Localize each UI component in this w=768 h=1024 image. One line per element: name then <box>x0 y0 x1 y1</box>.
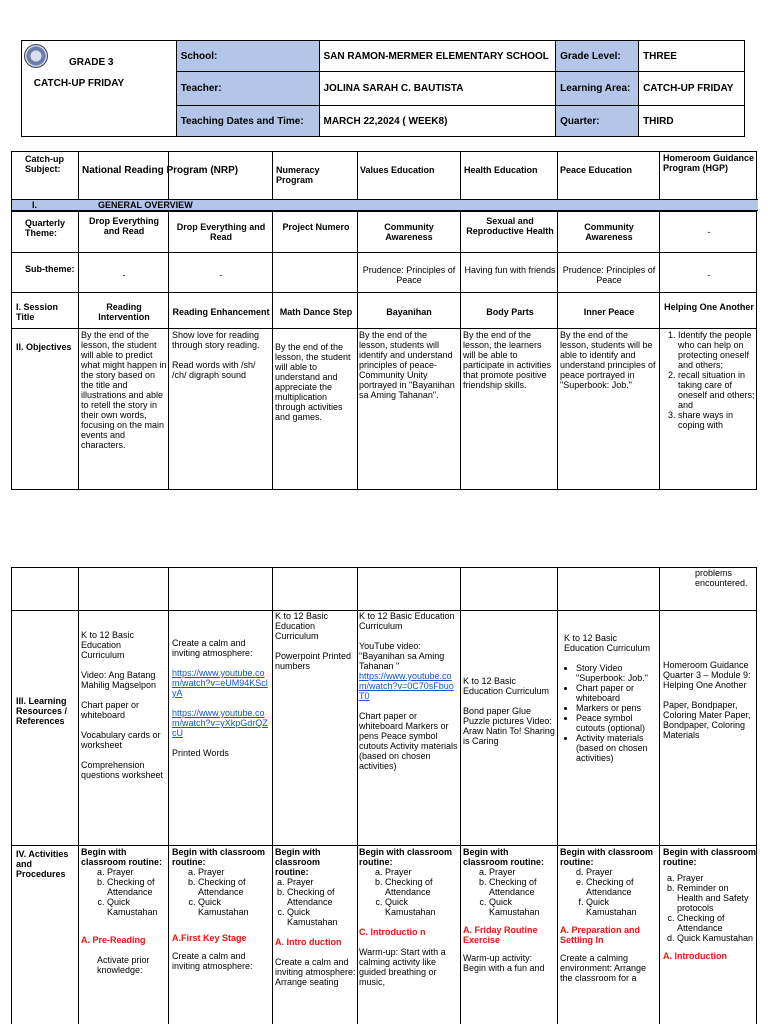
nrp1-quick: c. Quick Kamustahan <box>107 897 167 917</box>
resources-hgp <box>663 660 757 740</box>
theme-values: Community Awareness <box>384 222 434 242</box>
subtheme-health: Having fun with friends <box>464 265 556 275</box>
hgp-prayer: a. Prayer <box>677 873 757 883</box>
values-header: Values Education <box>360 165 435 175</box>
grade-label: GRADE 3 <box>69 57 114 68</box>
hgp-res-module: Homeroom Guidance Quarter 3 – Module 9: Helping One Another <box>663 660 751 690</box>
num-introduction: A. Intro duction <box>275 937 342 947</box>
health-checking: b. Checking of Attendance <box>489 877 556 897</box>
deped-seal-icon <box>24 44 48 68</box>
peace-res-chart: • Chart paper or whiteboard <box>576 683 658 703</box>
activities-label: IV. Activities and Procedures <box>16 849 69 879</box>
hgp-header: Homeroom Guidance Program (HGP) <box>663 153 755 173</box>
values-res-materials: Chart paper or whiteboard Markers or pens Peace symbol cutouts Activity materials (based on chosen activities) <box>359 711 458 771</box>
hgp-checking: c. Checking of Attendance <box>677 913 757 933</box>
values-checking: b. Checking of Attendance <box>385 877 458 897</box>
resources-label: III. Learning Resources / References <box>16 696 68 726</box>
peace-quick: f. Quick Kamustahan <box>586 897 658 917</box>
session-peace: Inner Peace <box>583 307 635 317</box>
hgp-objective-3: 3. share ways in coping with <box>678 410 756 430</box>
peace-header: Peace Education <box>560 165 633 175</box>
subtheme-nrp2: - <box>219 270 223 280</box>
plan-table-bottom <box>11 567 757 1024</box>
subtheme-values: Prudence: Principles of Peace <box>362 265 456 285</box>
nrp2-checking: b. Checking of Attendance <box>198 877 270 897</box>
peace-res-cutouts: • Peace symbol cutouts (optional) <box>576 713 658 733</box>
resources-values <box>359 611 458 771</box>
peace-preparation: A. Preparation and Settling In <box>560 925 641 945</box>
theme-nrp1: Drop Everything and Read <box>88 216 159 236</box>
nrp1-routine: Begin with classroom routine: <box>81 847 163 867</box>
quarterly-theme-label: Quarterly Theme: <box>25 218 66 238</box>
activities-values <box>359 847 458 1024</box>
activities-nrp1 <box>81 847 167 1024</box>
objective-nrp2-line2: Read words with /sh/ /ch/ digraph sound <box>172 360 256 380</box>
objective-nrp2 <box>172 330 270 488</box>
peace-res-curriculum: K to 12 Basic Education Curriculum <box>564 633 651 653</box>
theme-numeracy: Project Numero <box>282 222 350 232</box>
nrp2-routine: Begin with classroom routine: <box>172 847 266 867</box>
nrp-header: National Reading Program (NRP) <box>82 165 239 176</box>
nrp1-res-chart: Chart paper or whiteboard <box>81 700 140 720</box>
nrp1-res-vocab: Vocabulary cards or worksheet <box>81 730 161 750</box>
school-value: SAN RAMON-MERMER ELEMENTARY SCHOOL <box>319 41 556 72</box>
grade-level-label: Grade Level: <box>556 41 639 72</box>
objective-health: By the end of the lesson, the learners will be able to participate in activities that promote positive friendship skills. <box>463 330 552 390</box>
nrp1-res-comprehension: Comprehension questions worksheet <box>81 760 164 780</box>
objective-peace: By the end of the lesson, students will be able to identify and understand principles of peace portrayed in "Superbook: Job." <box>560 330 656 390</box>
num-checking: b. Checking of Attendance <box>287 887 356 907</box>
resources-numeracy <box>275 611 356 671</box>
objective-nrp1: By the end of the lesson, the student will able to predict what might happen in the story based on the title and illustrations and able to retell the story in their own words, focusing on the main events and characters. <box>81 330 167 450</box>
nrp2-atmosphere: Create a calm and inviting atmosphere: <box>172 951 253 971</box>
activities-health <box>463 847 556 1024</box>
activities-hgp <box>663 847 757 1024</box>
theme-nrp2: Drop Everything and Read <box>176 222 266 242</box>
objective-nrp2-line1: Show love for reading through story reading. <box>172 330 260 350</box>
values-res-video: YouTube video: "Bayanihan sa Aming Tahanan " <box>359 641 445 671</box>
health-warmup: Warm-up activity: Begin with a fun and <box>463 953 545 973</box>
learning-area-label: Learning Area: <box>556 72 639 106</box>
nrp2-first-key-stage: A.First Key Stage <box>172 933 247 943</box>
header-table <box>21 40 745 137</box>
resources-nrp2 <box>172 638 270 758</box>
nrp1-res-video: Video: Ang Batang Mahilig Magselpon <box>81 670 157 690</box>
subtheme-nrp1: - <box>122 270 126 280</box>
num-res-materials: Powerpoint Printed numbers <box>275 651 352 671</box>
health-res-curriculum: K to 12 Basic Education Curriculum <box>463 676 550 696</box>
nrp2-video-link-2[interactable]: https://www.youtube.com/watch?v=yXkpGdrQZcU <box>172 708 268 738</box>
teacher-value: JOLINA SARAH C. BAUTISTA <box>319 72 556 106</box>
subtheme-hgp: - <box>707 270 711 280</box>
nrp2-video-link-1[interactable]: https://www.youtube.com/watch?v=eUM94KSclyA <box>172 668 268 698</box>
teacher-label: Teacher: <box>176 72 319 106</box>
peace-res-markers: • Markers or pens <box>576 703 658 713</box>
quarter-label: Quarter: <box>556 106 639 137</box>
nrp2-res-printed: Printed Words <box>172 748 229 758</box>
theme-hgp: - <box>707 227 711 237</box>
nrp1-prayer: a. Prayer <box>107 867 167 877</box>
nrp2-quick: c. Quick Kamustahan <box>198 897 270 917</box>
nrp2-res-curriculum: Create a calm and inviting atmosphere: <box>172 638 253 658</box>
hgp-objective-1: 1. Identify the people who can help on protecting oneself and others; <box>678 330 756 370</box>
health-res-materials: Bond paper Glue Puzzle pictures Video: Araw Natin To! Sharing is Caring <box>463 706 555 746</box>
num-quick: c. Quick Kamustahan <box>287 907 356 927</box>
peace-checking: e. Checking of Attendance <box>586 877 658 897</box>
objective-hgp <box>662 330 756 490</box>
values-prayer: a. Prayer <box>385 867 458 877</box>
session-nrp1: Reading Intervention <box>98 302 150 322</box>
section-title: GENERAL OVERVIEW <box>98 200 193 210</box>
nrp1-activate: Activate prior knowledge: <box>97 955 150 975</box>
num-routine: Begin with classroom routine: <box>275 847 321 877</box>
peace-prayer: d. Prayer <box>586 867 658 877</box>
catch-up-subject-header: Catch-up Subject: <box>25 154 64 174</box>
hgp-introduction: A. Introduction <box>663 951 727 961</box>
dates-label: Teaching Dates and Time: <box>176 106 319 137</box>
resources-health <box>463 676 556 746</box>
catch-up-label: CATCH-UP FRIDAY <box>33 78 125 89</box>
activities-nrp2 <box>172 847 270 1024</box>
theme-health: Sexual and Reproductive Health <box>466 216 554 236</box>
health-quick: c. Quick Kamustahan <box>489 897 556 917</box>
session-hgp: Helping One Another <box>664 302 754 312</box>
peace-res-activity: • Activity materials (based on chosen activities) <box>576 733 658 763</box>
theme-peace: Community Awareness <box>584 222 634 242</box>
session-health: Body Parts <box>486 307 534 317</box>
session-title-label: I. Session Title <box>16 302 59 322</box>
hgp-reminder: b. Reminder on Health and Safety protocols <box>677 883 757 913</box>
subtheme-label: Sub-theme: <box>25 264 75 274</box>
peace-environment: Create a calming environment: Arrange the classroom for a <box>560 953 647 983</box>
nrp2-prayer: a. Prayer <box>198 867 270 877</box>
peace-routine: Begin with classroom routine: <box>560 847 654 867</box>
numeracy-header: Numeracy Program <box>276 165 320 185</box>
values-video-link[interactable]: https://www.youtube.com/watch?v=0C70sFbuoT0 <box>359 671 454 701</box>
activities-numeracy <box>275 847 356 1024</box>
values-res-curriculum: K to 12 Basic Education Curriculum <box>359 611 455 631</box>
resources-peace <box>560 633 658 763</box>
nrp1-res-curriculum: K to 12 Basic Education Curriculum <box>81 630 135 660</box>
values-introduction: C. Introductio n <box>359 927 426 937</box>
health-friday-routine: A. Friday Routine Exercise <box>463 925 538 945</box>
activities-peace <box>560 847 658 1024</box>
num-prayer: a. Prayer <box>287 877 356 887</box>
health-header: Health Education <box>464 165 538 175</box>
nrp1-checking: b. Checking of Attendance <box>107 877 167 897</box>
hgp-res-materials: Paper, Bondpaper, Coloring Mater Paper, Bondpaper, Coloring Materials <box>663 700 751 740</box>
nrp1-pre-reading: A. Pre-Reading <box>81 935 146 945</box>
hgp-routine: Begin with classroom routine: <box>663 847 757 867</box>
health-prayer: a. Prayer <box>489 867 556 877</box>
grade-level-value: THREE <box>639 41 745 72</box>
objectives-label: II. Objectives <box>16 342 72 352</box>
quarter-value: THIRD <box>639 106 745 137</box>
hgp-quick: d. Quick Kamustahan <box>677 933 757 943</box>
learning-area-value: CATCH-UP FRIDAY <box>639 72 745 106</box>
values-routine: Begin with classroom routine: <box>359 847 453 867</box>
section-number: I. <box>32 200 38 210</box>
school-label: School: <box>176 41 319 72</box>
plan-table-top <box>11 151 757 490</box>
session-numeracy: Math Dance Step <box>279 307 353 317</box>
dates-value: MARCH 22,2024 ( WEEK8) <box>319 106 556 137</box>
peace-res-video: • Story Video "Superbook: Job." <box>576 663 658 683</box>
grade-cell <box>22 41 177 137</box>
subtheme-peace: Prudence: Principles of Peace <box>562 265 656 285</box>
num-res-curriculum: K to 12 Basic Education Curriculum <box>275 611 329 641</box>
hgp-objective-2: 2. recall situation in taking care of oneself and others; and <box>678 370 756 410</box>
session-values: Bayanihan <box>386 307 432 317</box>
session-nrp2: Reading Enhancement <box>172 307 270 317</box>
objective-values: By the end of the lesson, students will identify and understand principles of peace-Community Unity portrayed in "Bayanihan sa Aming Tahanan". <box>359 330 455 400</box>
hgp-objective-cont: problems encountered. <box>695 568 748 588</box>
health-routine: Begin with classroom routine: <box>463 847 545 867</box>
values-quick: c. Quick Kamustahan <box>385 897 458 917</box>
objective-numeracy: By the end of the lesson, the student will able to understand and appreciate the multiplication through activities and games. <box>275 342 351 422</box>
resources-nrp1 <box>81 630 167 780</box>
values-warmup: Warm-up: Start with a calming activity like guided breathing or music, <box>359 947 446 987</box>
num-atmosphere: Create a calm and inviting atmosphere: Arrange seating <box>275 957 356 987</box>
